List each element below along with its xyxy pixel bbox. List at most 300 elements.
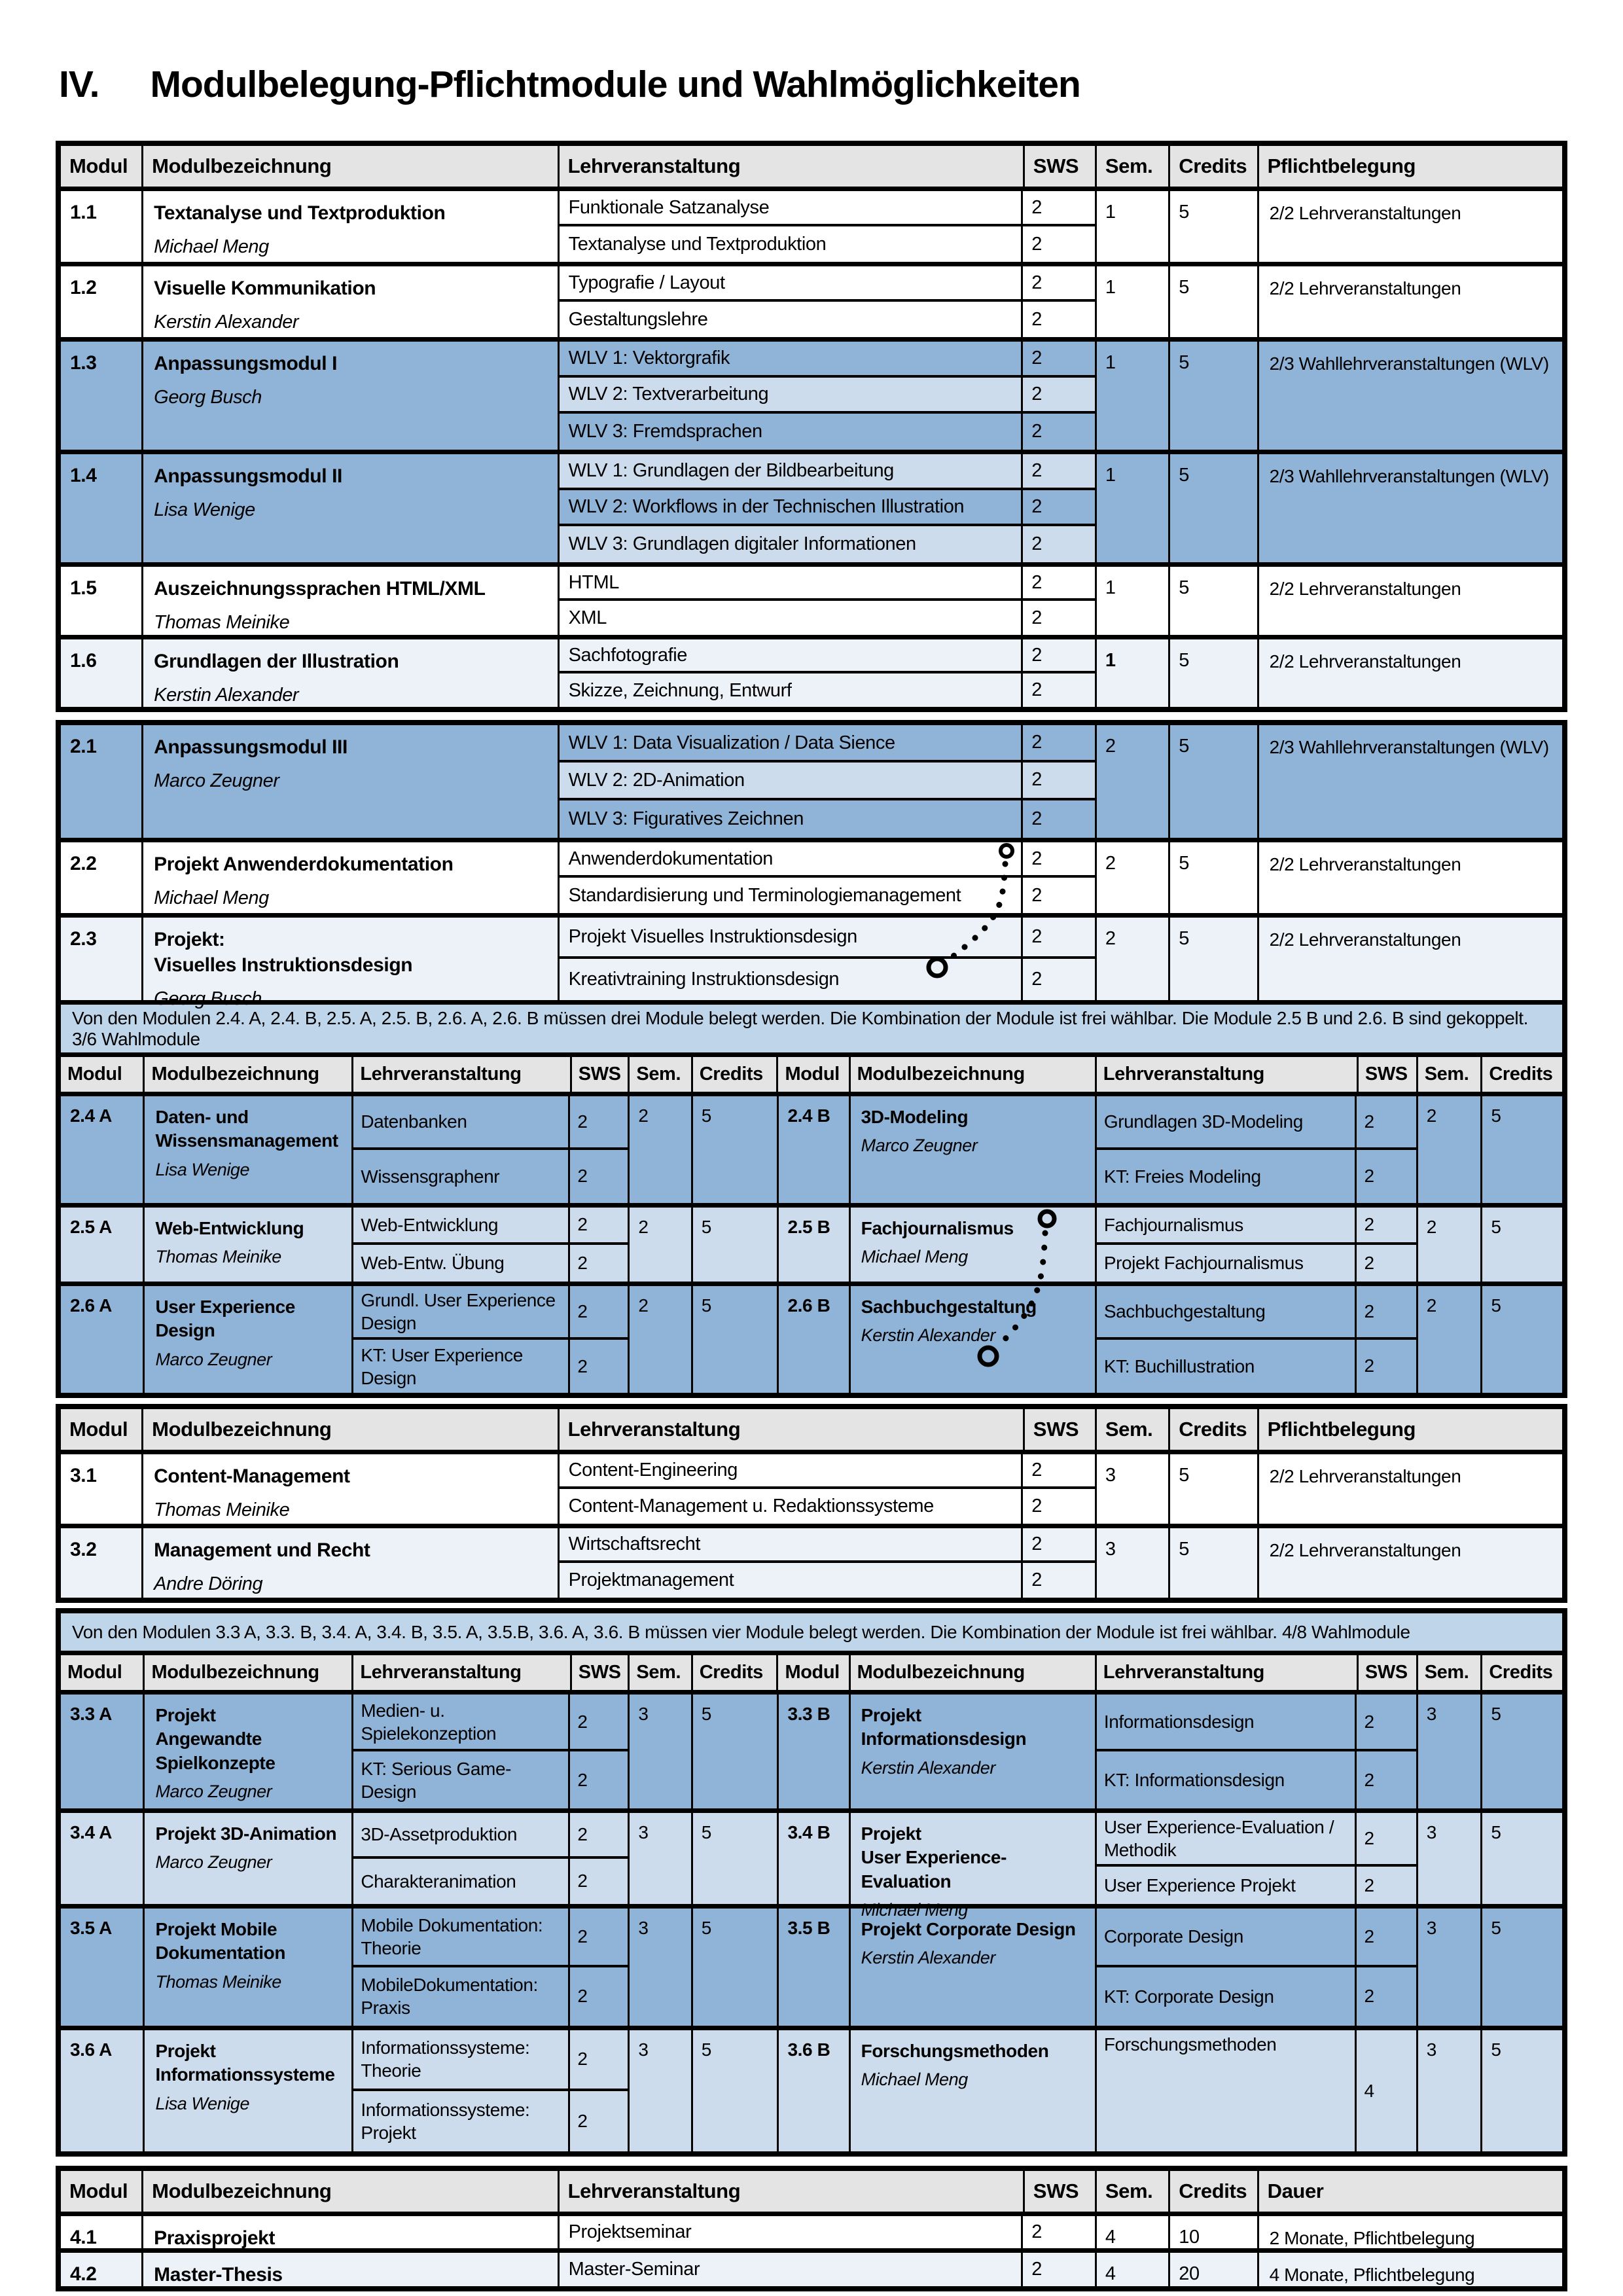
module-name: Anpassungsmodul II (154, 465, 342, 487)
lecture-title: KT: Corporate Design (1097, 1967, 1357, 2026)
sem-value: 3 (1418, 2030, 1483, 2151)
credits-value: 5 (1491, 1217, 1501, 1237)
sem-value: 1 (1097, 454, 1170, 562)
lecture-title: Funktionale Satzanalyse (560, 191, 1024, 226)
module-name: Content-Management (154, 1465, 350, 1487)
module-name-cell (143, 567, 559, 635)
sws-value: 2 (1357, 1867, 1416, 1904)
sem-value: 2 (630, 1286, 692, 1393)
col-header-sws: SWS (1359, 1057, 1418, 1092)
module-id: 3.1 (61, 1454, 143, 1524)
module-name: Projekt Anwenderdokumentation (154, 853, 454, 875)
lecture-list (1097, 1813, 1418, 1904)
lecture-list (353, 1286, 630, 1393)
module-name-cell (851, 1813, 1097, 1920)
col-header-credits: Credits (693, 1655, 779, 1690)
col-header-lehrveranstaltung: Lehrveranstaltung (560, 146, 1025, 187)
sws-value: 2 (1023, 2253, 1095, 2286)
sws-value: 2 (570, 1751, 628, 1808)
lecture-title: HTML (560, 567, 1024, 601)
sem-value: 2 (1097, 842, 1170, 913)
sem-value: 3 (630, 1695, 692, 1808)
sem-value: 3 (630, 2030, 692, 2151)
col-header-modul: Modul (61, 1409, 143, 1450)
module-id: 4.1 (61, 2216, 143, 2248)
sws-value: 2 (1023, 226, 1095, 262)
module-name: Projekt (861, 1823, 921, 1844)
col-header-modul: Modul (61, 1057, 145, 1092)
col-header-modulbezeichnung: Modulbezeichnung (143, 1409, 559, 1450)
credits-value: 5 (1491, 1822, 1501, 1842)
sem-value: 3 (1418, 1695, 1483, 1808)
col-header-sws: SWS (1025, 2171, 1097, 2212)
lecture-title: WLV 1: Data Visualization / Data Sience (560, 725, 1024, 762)
lecturer-name: Marco Zeugner (154, 770, 279, 791)
module-name-cell (851, 2030, 1097, 2151)
module-id: 3.3 B (779, 1695, 851, 1808)
col-header-sem: Sem. (630, 1057, 692, 1092)
credits-value: 5 (1491, 1918, 1501, 1938)
col-header-modul: Modul (61, 146, 143, 187)
table-sem1-pflichtmodule (56, 141, 1567, 712)
sem-value: 3 (630, 1813, 692, 1904)
col-header-credits: Credits (1482, 1057, 1562, 1092)
lecture-title: XML (560, 601, 1024, 635)
module-id: 3.5 B (779, 1909, 851, 2026)
credits-value: 5 (693, 1909, 779, 2026)
module-id: 1.1 (61, 191, 143, 262)
lecture-title: KT: Serious Game-Design (353, 1751, 570, 1808)
module-name: Spielkonzepte (155, 1752, 276, 1773)
module-name: Projekt (155, 1705, 216, 1725)
module-id: 2.4 A (61, 1096, 145, 1203)
module-name: Forschungsmethoden (861, 2041, 1049, 2061)
sws-value: 2 (1023, 959, 1095, 1000)
lecture-list (560, 266, 1097, 337)
module-name: Web-Entwicklung (155, 1218, 304, 1238)
col-header-sws: SWS (572, 1057, 630, 1092)
sem-value: 3 (1418, 1813, 1483, 1904)
module-id: 4.2 (61, 2253, 143, 2286)
module-name-cell (145, 1695, 353, 1808)
lecture-title: Web-Entw. Übung (353, 1245, 570, 1282)
module-id: 2.3 (61, 918, 143, 1000)
lecture-list (560, 342, 1097, 450)
module-name: Angewandte (155, 1729, 262, 1749)
col-header-sws: SWS (572, 1655, 630, 1690)
lecture-title: Projektseminar (560, 2216, 1024, 2248)
lecture-title: Forschungsmethoden (1097, 2030, 1357, 2151)
col-header-modulbezeichnung: Modulbezeichnung (145, 1655, 353, 1690)
sem-value: 1 (1097, 191, 1170, 262)
sws-value: 2 (1357, 1751, 1416, 1808)
sem-value: 3 (1097, 1454, 1170, 1524)
sws-value: 2 (1023, 490, 1095, 526)
lecture-title: Projekt Fachjournalismus (1097, 1245, 1357, 1282)
lecture-title: Web-Entwicklung (353, 1208, 570, 1245)
sws-value: 2 (1023, 1454, 1095, 1489)
credits-value: 5 (1170, 1528, 1258, 1598)
sem-value: 1 (1097, 342, 1170, 450)
lecturer-name: Lisa Wenige (155, 1159, 250, 1179)
lecture-list (560, 191, 1097, 262)
sws-value: 2 (570, 1859, 628, 1905)
sws-value: 2 (1023, 639, 1095, 673)
credits-value: 5 (1170, 725, 1258, 838)
module-name-cell (143, 1454, 559, 1524)
credits-value: 5 (693, 1208, 779, 1282)
wahl-table-header-row (61, 1052, 1562, 1092)
sws-value: 2 (570, 1245, 628, 1282)
sws-value: 2 (1357, 1096, 1416, 1150)
table-sem4-abschluss (56, 2166, 1567, 2291)
module-id: 3.6 A (61, 2030, 145, 2151)
sem-value: 3 (1418, 1909, 1483, 2026)
credits-value: 5 (1170, 454, 1258, 562)
credits-value: 5 (693, 1286, 779, 1393)
sws-value: 2 (1023, 1528, 1095, 1563)
module-row-1.1 (61, 187, 1562, 262)
sws-value: 2 (570, 1695, 628, 1751)
sws-value: 2 (570, 1208, 628, 1245)
lecturer-name: Lisa Wenige (155, 2093, 250, 2113)
sws-value: 2 (570, 1096, 628, 1150)
sws-value: 2 (1023, 878, 1095, 913)
credits-value: 5 (1170, 342, 1258, 450)
col-header-lehrveranstaltung: Lehrveranstaltung (1097, 1655, 1359, 1690)
sws-value: 2 (1023, 266, 1095, 302)
sws-value: 4 (1357, 2030, 1416, 2151)
lecture-title: KT: User Experience Design (353, 1340, 570, 1393)
credits-value: 5 (1170, 1454, 1258, 1524)
sws-value: 2 (1023, 2216, 1095, 2248)
sws-value: 2 (570, 1967, 628, 2026)
sws-value: 2 (1023, 725, 1095, 762)
lecture-title: Standardisierung und Terminologiemanagement (560, 878, 1024, 913)
lecture-title: Typografie / Layout (560, 266, 1024, 302)
sws-value: 2 (1023, 601, 1095, 635)
credits-value: 5 (1170, 918, 1258, 1000)
lecturer-name: Michael Meng (861, 1247, 968, 1267)
sws-value: 2 (1023, 414, 1095, 450)
col-header-sem: Sem. (1418, 1057, 1483, 1092)
sws-value: 2 (1023, 673, 1095, 707)
lecture-list (560, 639, 1097, 707)
pflicht-value: 2/2 Lehrveranstaltungen (1269, 278, 1461, 298)
sws-value: 2 (570, 1286, 628, 1340)
sem-value: 1 (1097, 266, 1170, 337)
lecture-list (560, 567, 1097, 635)
module-name-cell (145, 1208, 353, 1282)
sws-value: 2 (1357, 1208, 1416, 1245)
module-name-cell (143, 918, 559, 1009)
credits-value: 5 (693, 1813, 779, 1904)
lecture-list (1097, 2030, 1418, 2151)
lecture-title: 3D-Assetproduktion (353, 1813, 570, 1859)
module-row-1.5 (61, 562, 1562, 635)
sws-value: 2 (1357, 1967, 1416, 2026)
credits-value: 5 (1491, 2039, 1501, 2060)
sem-value: 2 (630, 1096, 692, 1203)
lecturer-name: Kerstin Alexander (861, 1948, 995, 1968)
module-name-cell (143, 2216, 559, 2248)
sws-value: 2 (1357, 1813, 1416, 1867)
col-header-lehrveranstaltung: Lehrveranstaltung (353, 1057, 571, 1092)
lecturer-name: Marco Zeugner (155, 1349, 272, 1369)
sws-value: 2 (1023, 191, 1095, 226)
col-header-sem: Sem. (630, 1655, 692, 1690)
lecture-list (560, 842, 1097, 913)
lecture-title: Datenbanken (353, 1096, 570, 1150)
module-name: Projekt 3D-Animation (155, 1823, 337, 1844)
module-name-cell (143, 342, 559, 450)
lecture-list (1097, 1909, 1418, 2026)
lecture-title: KT: Buchillustration (1097, 1340, 1357, 1393)
lecture-title: Sachfotografie (560, 639, 1024, 673)
lecturer-name: Kerstin Alexander (861, 1325, 995, 1346)
wahl-row-2.5 A-2.5 B (61, 1203, 1562, 1282)
lecture-title: KT: Freies Modeling (1097, 1150, 1357, 1204)
lecture-title: WLV 3: Figuratives Zeichnen (560, 800, 1024, 838)
sws-value: 2 (1023, 1563, 1095, 1598)
col-header-sws: SWS (1025, 146, 1097, 187)
credits-value: 20 (1170, 2253, 1258, 2286)
col-header-lehrveranstaltung: Lehrveranstaltung (560, 2171, 1025, 2212)
lecture-list (353, 1695, 630, 1808)
sws-value: 2 (1357, 1245, 1416, 1282)
module-name: Textanalyse und Textproduktion (154, 202, 446, 224)
sws-value: 2 (1357, 1286, 1416, 1340)
lecture-list (353, 2030, 630, 2151)
module-id: 3.4 A (61, 1813, 145, 1904)
col-header-lehrveranstaltung: Lehrveranstaltung (1097, 1057, 1359, 1092)
page-title-numeral: IV. (59, 63, 99, 105)
col-header-modulbezeichnung: Modulbezeichnung (143, 2171, 559, 2212)
sem-value: 3 (630, 1909, 692, 2026)
pflicht-value: 2/2 Lehrveranstaltungen (1269, 1540, 1461, 1560)
pflicht-value: 2/2 Lehrveranstaltungen (1269, 203, 1461, 223)
sem-value: 2 (630, 1208, 692, 1282)
module-id: 1.2 (61, 266, 143, 337)
col-header-modul: Modul (778, 1655, 850, 1690)
col-header-credits: Credits (1170, 146, 1258, 187)
col-header-sem: Sem. (1418, 1655, 1483, 1690)
credits-value: 5 (1491, 1105, 1501, 1126)
lecture-title: Wirtschaftsrecht (560, 1528, 1024, 1563)
pflicht-value: 2/2 Lehrveranstaltungen (1269, 929, 1461, 950)
lecture-title: WLV 2: 2D-Animation (560, 762, 1024, 800)
col-header-sws: SWS (1359, 1655, 1418, 1690)
credits-value: 5 (1170, 842, 1258, 913)
module-name: User Experience Design (155, 1297, 295, 1341)
note-wahlmodule-sem3-text: Von den Modulen 3.3 A, 3.3. B, 3.4. A, 3.4. B, 3.5. A, 3.5.B, 3.6. A, 3.6. B müssen vier Module belegt werden. Die Kombination der Module ist frei wählbar. 4/8 Wahlmodule (72, 1621, 1410, 1642)
lecture-title: User Experience-Evaluation / Methodik (1097, 1813, 1357, 1867)
pflicht-value: 4 Monate, Pflichtbelegung (1269, 2265, 1475, 2285)
lecture-title: WLV 3: Fremdsprachen (560, 414, 1024, 450)
lecture-title: Informationssysteme: Projekt (353, 2091, 570, 2152)
lecture-title: Skizze, Zeichnung, Entwurf (560, 673, 1024, 707)
module-name: Projekt: (154, 929, 225, 950)
module-name: Daten- und Wissensmanagement (155, 1107, 338, 1151)
module-name-cell (145, 1909, 353, 2026)
credits-value: 10 (1170, 2216, 1258, 2248)
sws-value: 2 (1357, 1340, 1416, 1393)
sws-value: 2 (1023, 1489, 1095, 1524)
sem-value: 4 (1097, 2216, 1170, 2248)
lecture-title: Grundlagen 3D-Modeling (1097, 1096, 1357, 1150)
lecture-title: WLV 2: Textverarbeitung (560, 378, 1024, 414)
lecture-title: WLV 1: Vektorgrafik (560, 342, 1024, 378)
col-header-pflicht: Pflichtbelegung (1259, 1409, 1562, 1450)
pflicht-value: 2/3 Wahllehrveranstaltungen (WLV) (1269, 737, 1549, 757)
wahl-row-3.4 A-3.4 B (61, 1808, 1562, 1920)
lecturer-name: Georg Busch (154, 387, 262, 408)
lecture-title: Grundl. User Experience Design (353, 1286, 570, 1340)
lecturer-name: Lisa Wenige (154, 499, 255, 520)
sem-value: 1 (1097, 639, 1170, 707)
module-name: Projekt Mobile (155, 1919, 277, 1939)
lecture-list (353, 1909, 630, 2026)
sws-value: 2 (1023, 378, 1095, 414)
lecture-title: Content-Engineering (560, 1454, 1024, 1489)
lecturer-name: Kerstin Alexander (154, 685, 299, 706)
sws-value: 2 (570, 1909, 628, 1967)
col-header-sem: Sem. (1097, 1409, 1170, 1450)
module-id: 1.6 (61, 639, 143, 707)
table-header-row (61, 1409, 1562, 1450)
pflicht-value: 2 Monate, Pflichtbelegung (1269, 2228, 1475, 2248)
module-name: Management und Recht (154, 1539, 370, 1561)
lecturer-name: Marco Zeugner (155, 1782, 272, 1802)
lecture-list (353, 1096, 630, 1203)
lecture-title: WLV 1: Grundlagen der Bildbearbeitung (560, 454, 1024, 490)
sem-value: 3 (1097, 1528, 1170, 1598)
lecture-title: Gestaltungslehre (560, 302, 1024, 337)
lecturer-name: Andre Döring (154, 1573, 263, 1594)
table-header-row (61, 146, 1562, 187)
sws-value: 2 (1023, 302, 1095, 337)
lecturer-name: Thomas Meinike (154, 612, 290, 633)
pflicht-value: 2/2 Lehrveranstaltungen (1269, 579, 1461, 599)
module-name-cell (851, 1096, 1097, 1203)
table-header-row (61, 2171, 1562, 2212)
module-name: Sachbuchgestaltung (861, 1297, 1037, 1317)
lecture-title: Kreativtraining Instruktionsdesign (560, 959, 1024, 1000)
lecture-title: Master-Seminar (560, 2253, 1024, 2286)
sws-value: 2 (1023, 842, 1095, 878)
sws-value: 2 (1357, 1695, 1416, 1751)
lecture-title: Fachjournalismus (1097, 1208, 1357, 1245)
col-header-pflicht: Pflichtbelegung (1259, 146, 1562, 187)
lecture-title: WLV 3: Grundlagen digitaler Informationen (560, 526, 1024, 562)
module-name-cell (143, 191, 559, 262)
col-header-lehrveranstaltung: Lehrveranstaltung (353, 1655, 571, 1690)
module-name: Master-Thesis (154, 2264, 283, 2286)
sws-value: 2 (570, 2091, 628, 2152)
lecture-title: Informationssysteme: Theorie (353, 2030, 570, 2091)
lecturer-name: Michael Meng (861, 1900, 968, 1920)
sem-value: 4 (1097, 2253, 1170, 2286)
module-id: 3.6 B (779, 2030, 851, 2151)
sws-value: 2 (1023, 762, 1095, 800)
sem-value: 1 (1097, 567, 1170, 635)
sws-value: 2 (570, 1813, 628, 1859)
module-row-2.1 (61, 725, 1562, 838)
module-row-3.1 (61, 1450, 1562, 1524)
module-row-1.3 (61, 337, 1562, 450)
col-header-credits: Credits (1170, 1409, 1258, 1450)
module-name: Projekt Corporate Design (861, 1919, 1076, 1939)
module-id: 3.4 B (779, 1813, 851, 1904)
module-name: Anpassungsmodul I (154, 353, 338, 374)
module-name: Visuelle Kommunikation (154, 278, 376, 299)
credits-value: 5 (1170, 191, 1258, 262)
col-header-modulbezeichnung: Modulbezeichnung (851, 1655, 1097, 1690)
lecture-list (560, 454, 1097, 562)
module-name-cell (851, 1909, 1097, 2026)
lecturer-name: Kerstin Alexander (861, 1757, 995, 1778)
module-id: 2.5 B (779, 1208, 851, 1282)
col-header-lehrveranstaltung: Lehrveranstaltung (560, 1409, 1025, 1450)
note-wahlmodule-sem2-text: Von den Modulen 2.4. A, 2.4. B, 2.5. A, 2.5. B, 2.6. A, 2.6. B müssen drei Module belegt werden. Die Kombination der Module ist frei wählbar. Die Module 2.5 B und 2.6. B sind gekoppelt. 3/6 Wahlmodule (72, 1007, 1528, 1049)
lecturer-name: Thomas Meinike (155, 1247, 281, 1267)
module-id: 1.5 (61, 567, 143, 635)
lecture-title: Informationsdesign (1097, 1695, 1357, 1751)
lecture-list (1097, 1208, 1418, 1282)
module-name: Dokumentation (155, 1943, 286, 1964)
lecture-title: User Experience Projekt (1097, 1867, 1357, 1904)
lecturer-name: Thomas Meinike (154, 1499, 290, 1520)
sws-value: 2 (1357, 1150, 1416, 1204)
sws-value: 2 (1023, 918, 1095, 959)
module-name: 3D-Modeling (861, 1107, 969, 1127)
col-header-sem: Sem. (1097, 146, 1170, 187)
module-id: 2.2 (61, 842, 143, 913)
table-sem2-module-und-wahlmodule (56, 720, 1567, 1398)
wahl-row-3.6 A-3.6 B (61, 2026, 1562, 2151)
sem-value: 2 (1097, 725, 1170, 838)
lecture-list (560, 1454, 1097, 1524)
module-name: Informationssysteme (155, 2064, 335, 2085)
module-id: 3.3 A (61, 1695, 145, 1808)
wahl-table-header-row (61, 1651, 1562, 1690)
module-name: User Experience-Evaluation (861, 1847, 1007, 1892)
credits-value: 5 (1170, 266, 1258, 337)
sws-value: 2 (1023, 342, 1095, 378)
module-id: 2.5 A (61, 1208, 145, 1282)
sws-value: 2 (1023, 800, 1095, 838)
lecture-title: KT: Informationsdesign (1097, 1751, 1357, 1808)
sws-value: 2 (1357, 1909, 1416, 1967)
sws-value: 2 (570, 2030, 628, 2091)
col-header-credits: Credits (1170, 2171, 1258, 2212)
col-header-modulbezeichnung: Modulbezeichnung (145, 1057, 353, 1092)
sws-value: 2 (570, 1340, 628, 1393)
module-name-cell (145, 1286, 353, 1393)
col-header-modul: Modul (61, 2171, 143, 2212)
module-name: Projekt Informationsdesign (861, 1705, 1027, 1749)
module-name-cell (851, 1286, 1097, 1393)
lecture-list (560, 2216, 1097, 2248)
lecture-list (353, 1208, 630, 1282)
credits-value: 5 (693, 1096, 779, 1203)
pflicht-value: 2/3 Wahllehrveranstaltungen (WLV) (1269, 353, 1549, 374)
lecture-list (560, 725, 1097, 838)
lecture-title: Wissensgraphenr (353, 1150, 570, 1204)
module-row-1.2 (61, 262, 1562, 337)
lecture-title: WLV 2: Workflows in der Technischen Illustration (560, 490, 1024, 526)
lecture-list (560, 2253, 1097, 2286)
